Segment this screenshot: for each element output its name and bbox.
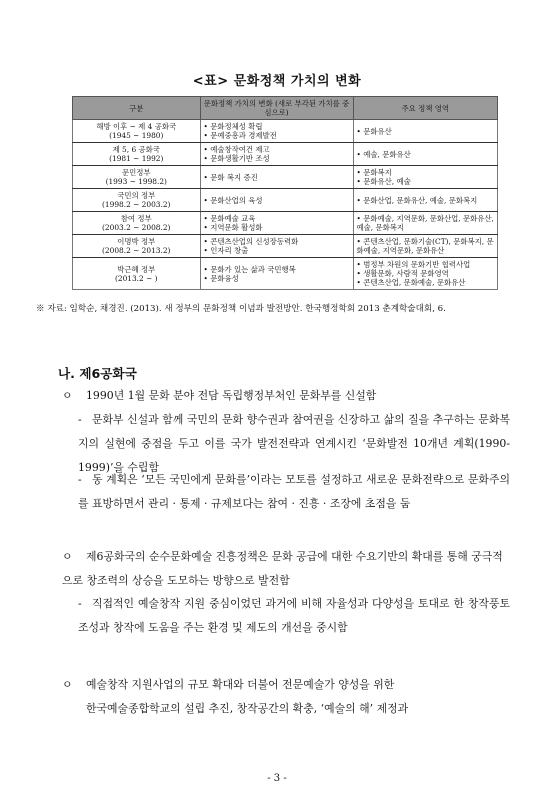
area-item: • 범정부 차원의 문화기반 협력사업 — [357, 260, 495, 269]
paragraph-2-head: ㅇ 제6공화국의 순수문화예술 진흥정책은 문화 공급에 대한 수요기반의 확대를 통해 궁극적으로 창조력의 상승을 도모하는 방향으로 발전함 — [62, 545, 512, 593]
value-item: • 인자리 창출 — [204, 246, 350, 255]
era-cell — [73, 120, 201, 143]
table-source-note: ※ 자료: 임학순, 채경진. (2013). 새 정부의 문화정책 이념과 발전방안. 한국행정학회 2013 춘계학술대회, 6. — [36, 304, 446, 314]
era-name: 이명박 정부 — [117, 237, 156, 246]
area-item: • 문화유산, 예술 — [357, 177, 495, 186]
era-period: (1981 ~ 1992) — [109, 154, 164, 163]
table-row — [73, 143, 498, 166]
value-item: • 문화가 있는 삶과 국민행복 — [204, 265, 350, 274]
paragraph-3-continuation: 한국예술종합학교의 설립 추진, 창작공간의 확충, ‘예술의 해’ 제정과 — [86, 702, 409, 715]
value-item: • 문화정체성 확립 — [204, 122, 350, 131]
era-name: 국민의 정부 — [117, 191, 156, 200]
value-item: • 문화융성 — [204, 274, 350, 283]
values-cell — [200, 166, 353, 189]
dash-bullet-icon: - — [78, 473, 82, 486]
era-period: (2003.2 ~ 2008.2) — [102, 223, 171, 232]
era-name: 박근혜 정부 — [117, 264, 156, 274]
paragraph-1-sub-1: - 문화부 신설과 함께 국민의 문화 향수권과 참여권을 신장하고 삶의 질을 추구하는 문화복지의 실현에 중점을 두고 이를 국가 발전전략과 연계시킨 ‘문화발전 10개년 계획(1990-1999)’을 수립함 — [78, 408, 510, 480]
circle-bullet-icon: ㅇ — [62, 550, 73, 563]
era-cell — [73, 212, 201, 235]
era-cell — [73, 166, 201, 189]
area-item: • 문화산업, 문화유산, 예술, 문화복지 — [357, 196, 495, 205]
paragraph-1-sub-2: - 동 계획은 ‘모든 국민에게 문화를’이라는 모토를 설정하고 새로운 문화전략으로 문화주의를 표방하면서 관리 · 통제 · 규제보다는 참여 · 진흥 · 조장에 초점을 둠 — [78, 468, 510, 516]
paragraph-1-head: ㅇ 1990년 1월 문화 분야 전담 독립행정부처인 문화부를 신설함 — [62, 384, 512, 408]
area-item: • 문화복지 — [357, 168, 495, 177]
page-number: - 3 - — [267, 773, 287, 784]
areas-cell — [353, 189, 498, 212]
table-row — [73, 120, 498, 143]
areas-cell — [353, 143, 498, 166]
table-row — [73, 166, 498, 189]
era-name: 제 5, 6 공화국 — [112, 145, 160, 154]
value-item: • 콘텐츠산업의 신성장동력화 — [204, 237, 350, 246]
values-cell — [200, 212, 353, 235]
table-row — [73, 212, 498, 235]
era-name: 해방 이후 ~ 제 4 공화국 — [96, 122, 177, 131]
era-period: (2013.2 ~ ) — [114, 273, 158, 283]
areas-cell — [353, 235, 498, 258]
areas-cell — [353, 120, 498, 143]
area-item: • 콘텐츠산업, 문화기술(CT), 문화복지, 문화예술, 지역문화, 문화유산 — [357, 237, 495, 255]
circle-bullet-icon: ㅇ — [62, 678, 73, 691]
era-period: (2008.2 ~ 2013.2) — [102, 246, 171, 255]
area-item: • 콘텐츠산업, 문화예술, 문화유산 — [357, 278, 495, 287]
table-header-row — [73, 97, 498, 120]
dash-bullet-icon: - — [78, 597, 82, 610]
values-cell — [200, 235, 353, 258]
values-cell — [200, 143, 353, 166]
table-row — [73, 235, 498, 258]
values-cell — [200, 258, 353, 290]
area-item: • 문화유산 — [357, 127, 495, 136]
areas-cell — [353, 212, 498, 235]
era-period: (1993 ~ 1998.2) — [105, 177, 167, 186]
values-cell — [200, 120, 353, 143]
table-title: <표> 문화정책 가치의 변화 — [192, 74, 362, 89]
dash-bullet-icon: - — [78, 413, 82, 426]
circle-bullet-icon: ㅇ — [62, 389, 73, 402]
era-cell — [73, 235, 201, 258]
header-values: 문화정책 가치의 변화 (새로 부각된 가치를 중심으로) — [200, 97, 353, 120]
value-item: • 예술창작여건 제고 — [204, 145, 350, 154]
section-title: 나. 제6공화국 — [58, 366, 137, 381]
areas-cell — [353, 166, 498, 189]
era-name: 참여 정부 — [120, 214, 152, 223]
value-item: • 문화산업의 육성 — [204, 196, 350, 205]
paragraph-2-sub-1: - 직접적인 예술창작 지원 중심이었던 과거에 비해 자율성과 다양성을 토대로 한 창작풍토 조성과 창작에 도움을 주는 환경 및 제도의 개선을 중시함 — [78, 592, 510, 640]
era-period: (1998.2 ~ 2003.2) — [102, 200, 171, 209]
paragraph-3-head: ㅇ 예술창작 지원사업의 규모 확대와 더불어 전문예술가 양성을 위한 — [62, 673, 512, 697]
era-cell — [73, 143, 201, 166]
policy-table — [72, 96, 498, 290]
value-item: • 지역문화 활성화 — [204, 223, 350, 232]
value-item: • 문화생활기반 조성 — [204, 154, 350, 163]
era-cell — [73, 258, 201, 290]
header-era: 구분 — [73, 97, 201, 120]
area-item: • 생활문화, 사람적 문화영역 — [357, 269, 495, 278]
area-item: • 예술, 문화유산 — [357, 150, 495, 159]
era-period: (1945 ~ 1980) — [109, 131, 164, 140]
era-name: 문민정부 — [121, 168, 151, 177]
values-cell — [200, 189, 353, 212]
table-row — [73, 189, 498, 212]
value-item: • 문화 복지 증진 — [204, 173, 350, 182]
areas-cell — [353, 258, 498, 290]
value-item: • 문예중흥과 경제발전 — [204, 131, 350, 140]
value-item: • 문화예술 교육 — [204, 214, 350, 223]
table-row — [73, 258, 498, 290]
header-areas: 주요 정책 영역 — [353, 97, 498, 120]
era-cell — [73, 189, 201, 212]
area-item: • 문화예술, 지역문화, 문화산업, 문화유산, 예술, 문화복지 — [357, 214, 495, 232]
